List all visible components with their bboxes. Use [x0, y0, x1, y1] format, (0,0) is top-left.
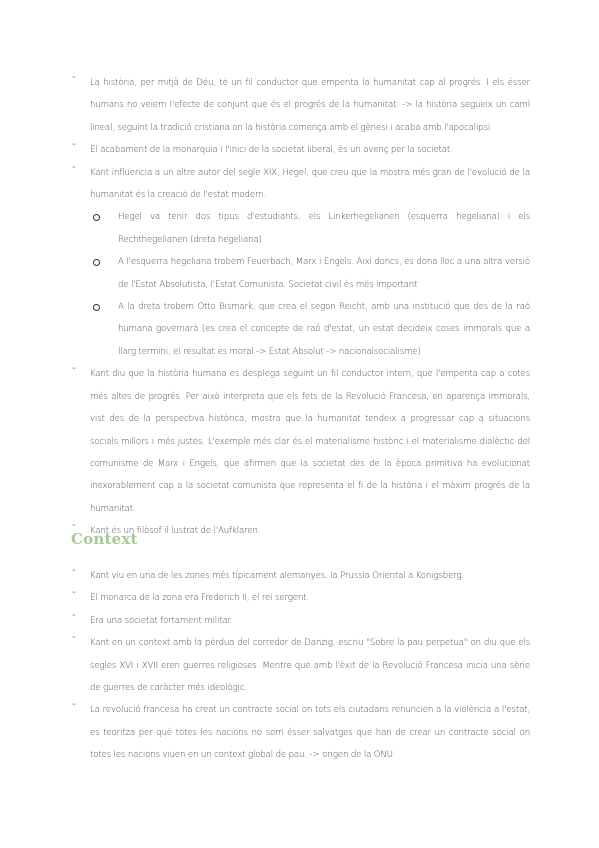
- list-item-text: Kant influencia a un altre autor del segle XIX, Hegel, que creu que la mostra més gran de l'evolució de la humanitat és la creació de l'estat modern.: [90, 167, 530, 201]
- dash-bullet: -: [72, 72, 76, 83]
- hegel-sublist: [0, 206, 599, 363]
- context-bullet-list: [0, 565, 599, 767]
- circle-bullet-icon: [93, 214, 100, 221]
- sublist-item-text: Hegel va tenir dos tipus d'estudiants, els Linkerhegelianen (esquerra hegeliana) i els Rechthegelianen (dreta hegeliana): [118, 212, 530, 245]
- dash-bullet: -: [72, 699, 76, 711]
- list-item: [0, 162, 599, 207]
- list-item: [0, 587, 599, 609]
- list-item-text: Kant viu en una de les zones més típicament alemanyes, la Prussia Oriental a Konigsberg.: [90, 571, 465, 581]
- list-item: [0, 363, 599, 520]
- intro-bullet-list: [0, 72, 599, 543]
- circle-bullet-icon: [93, 259, 100, 266]
- dash-bullet: -: [72, 520, 76, 532]
- list-item-text: Era una societat fortament militar.: [90, 615, 233, 626]
- dash-bullet: -: [72, 587, 76, 599]
- list-item-text: Kant és un filòsof il·lustrat de l'Aufklaren.: [90, 526, 261, 537]
- sublist-item-text: A l'esquerra hegeliana trobem Feuerbach, Marx i Engels. Així doncs, es dona lloc a una altra versió de l'Estat Absolutista, l'Estat Comunista. Societat civil és més important: [118, 257, 530, 290]
- dash-bullet: -: [72, 565, 76, 576]
- list-item: [0, 632, 599, 699]
- context-heading: Context: [71, 530, 138, 548]
- list-item-text: El monarca de la zona era Frederich II, el rei sergent.: [90, 593, 309, 604]
- circle-bullet-icon: [93, 304, 100, 311]
- dash-bullet: -: [72, 363, 76, 375]
- sublist-item: [0, 206, 599, 251]
- list-item-text: La història, per mitjà de Déu, té un fil conductor que empenta la humanitat cap al progrés. I els ésser humans no veiem l'efecte de conjunt que és el progrés de la humanitat. -> la història segueix un camí lineal, seguint la tradició cristiana on la història comença amb el gènesi i acaba amb l'apocalipsi: [90, 78, 530, 133]
- list-item-text: Kant en un context amb la pèrdua del corredor de Danzig, escriu "Sobre la pau perpetua" on diu que els segles XVI i XVII eren guerres religioses. Mentre que amb l'èxit de la Revolució Francesa inicia una sèrie de guerres de caràcter més ideològic.: [90, 638, 530, 694]
- list-item: [0, 72, 599, 139]
- dash-bullet: -: [72, 609, 76, 621]
- list-item: [0, 699, 599, 766]
- dash-bullet: -: [72, 139, 76, 151]
- list-item: [0, 565, 599, 587]
- sublist-item-text: A la dreta trobem Otto Bismark, que crea el segon Reicht, amb una institució que des de la raó humana governarà (es crea el concepte de raó d'estat, un estat decideix coses immorals que a llarg termini, el resultat es moral -> Estat Absolut -> nacionalsocialisme): [118, 302, 530, 357]
- list-item-text: Kant diu que la història humana es desplega seguint un fil conductor intern, que l'empenta cap a cotes més altes de progrés. Per això interpreta que els fets de la Revolució Francesa, en aparença immorals, vist des de la perspectiva històrica, mostra que la humanitat tendeix a progressar cap a situacions socials millors i més justes. L'exemple més clar és el materialisme històric i el materialisme dialèctic del comunisme de Marx i Engels, que afirmen que la societat des de la època primitiva ha evolucionat inexorablement cap a la societat comunista que representa el fi de la història i el màxim progrés de la humanitat.: [90, 369, 530, 514]
- sublist-item: [0, 251, 599, 296]
- list-item-text: La revolució francesa ha creat un contracte social on tots els ciutadans renuncien a la violència a l'estat, es teoritza per què totes les nacions no som ésser salvatges que han de crear un contracte social on totes les nacions viuen en un context global de pau. -> origen de la ONU: [90, 705, 530, 761]
- sublist-item: [0, 296, 599, 363]
- list-item: [0, 610, 599, 632]
- list-item-text: El acabament de la monarquia i l'inici de la societat liberal, és un avenç per la societat.: [90, 145, 453, 156]
- dash-bullet: -: [72, 632, 76, 644]
- list-item: [0, 139, 599, 161]
- dash-bullet: -: [72, 161, 76, 173]
